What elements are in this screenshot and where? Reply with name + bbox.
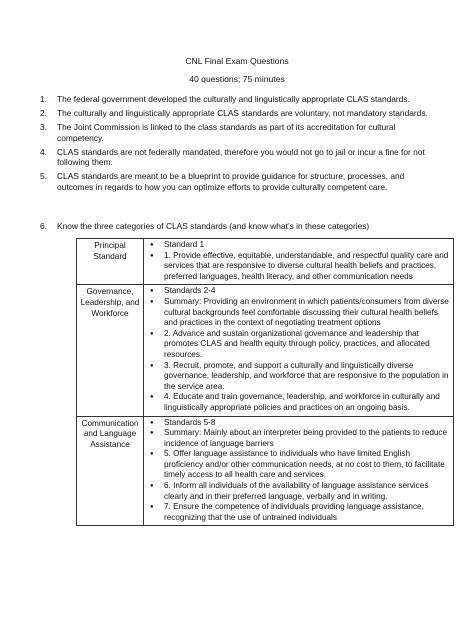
item-text: The federal government developed the culturally and linguistically appropriate CLAS standards. xyxy=(57,94,410,104)
bullet-item: ● 4. Educate and train governance, leadership, and workforce in culturally and linguistically appropriate policies and practices on an ongoing basis. xyxy=(147,392,450,413)
item-text: The Joint Commission is linked to the class standards as part of its accreditation for cultural competency. xyxy=(57,122,396,143)
table-row xyxy=(77,239,454,285)
category-cell: Governance, Leadership, and Workforce xyxy=(77,285,144,416)
list-item xyxy=(40,94,440,105)
list-item xyxy=(40,108,440,119)
details-cell xyxy=(144,416,454,526)
clas-standards-table xyxy=(76,238,454,526)
bullet-item: ● 3. Recruit, promote, and support a culturally and linguistically diverse governance, leadership, and workforce that are responsive to the population in the service area. xyxy=(147,361,450,393)
item-number: 1. xyxy=(40,94,47,104)
category-cell: Communication and Language Assistance xyxy=(77,416,144,526)
item-number: 6. xyxy=(40,221,47,231)
page-title: CNL Final Exam Questions xyxy=(185,56,289,66)
list-item xyxy=(40,147,440,168)
bullet-item: ● 2. Advance and sustain organizational governance and leadership that promotes CLAS and health equity through policy, practices, and allocated resources. xyxy=(147,329,450,361)
item-number: 3. xyxy=(40,122,47,132)
list-item xyxy=(40,122,440,143)
bullet-item: ● Standards 5-8 xyxy=(147,418,450,429)
item-number: 5. xyxy=(40,171,47,182)
item-text: CLAS standards are meant to be a blueprint to provide guidance for structure, processes, and outcomes in regards to how you can optimize efforts to provide culturally competent care. xyxy=(57,171,405,193)
item-text: The culturally and linguistically appropriate CLAS standards are voluntary, not mandatory standards. xyxy=(57,108,428,118)
item-number: 4. xyxy=(40,146,47,157)
statement-list xyxy=(40,94,440,196)
bullet-item: ● 5. Offer language assistance to individuals who have limited English proficiency and/or other communication needs, at no cost to them, to facilitate timely access to all health care and services. xyxy=(147,449,450,481)
details-cell xyxy=(144,285,454,416)
bullet-item: ● Summary: Mainly about an interpreter being provided to the patients to reduce incidence of language barriers xyxy=(147,428,450,449)
item-number: 2. xyxy=(40,108,47,118)
page-subtitle: 40 questions; 75 minutes xyxy=(189,74,285,84)
details-cell xyxy=(144,239,454,285)
bullet-item: ● 1. Provide effective, equitable, understandable, and respectful quality care and services that are responsive to diverse cultural health beliefs and practices, preferred languages, health literacy, and other communication needs xyxy=(147,251,450,283)
bullet-item: ● 6. Inform all individuals of the availability of language assistance services clearly and in their preferred language, verbally and in writing. xyxy=(147,481,450,502)
table-row xyxy=(77,285,454,416)
bullet-item: ● Standard 1 xyxy=(147,240,450,251)
category-cell: Principal Standard xyxy=(77,239,144,285)
bullet-item: ● Summary: Providing an environment in which patients/consumers from diverse cultural backgrounds feel comfortable discussing their cultural health beliefs and practices in the context of negotiating treatment options xyxy=(147,297,450,329)
bullet-item: ● Standards 2-4 xyxy=(147,286,450,297)
bullet-item: ● 7. Ensure the competence of individuals providing language assistance, recognizing that the use of untrained individuals xyxy=(147,502,450,523)
table-row xyxy=(77,416,454,526)
list-item xyxy=(40,171,440,192)
question-6 xyxy=(40,221,474,232)
item-text: Know the three categories of CLAS standards (and know what’s in these categories) xyxy=(57,221,370,231)
item-text: CLAS standards are not federally mandated, therefore you would not go to jail or incur a fine for not following them. xyxy=(57,146,425,168)
